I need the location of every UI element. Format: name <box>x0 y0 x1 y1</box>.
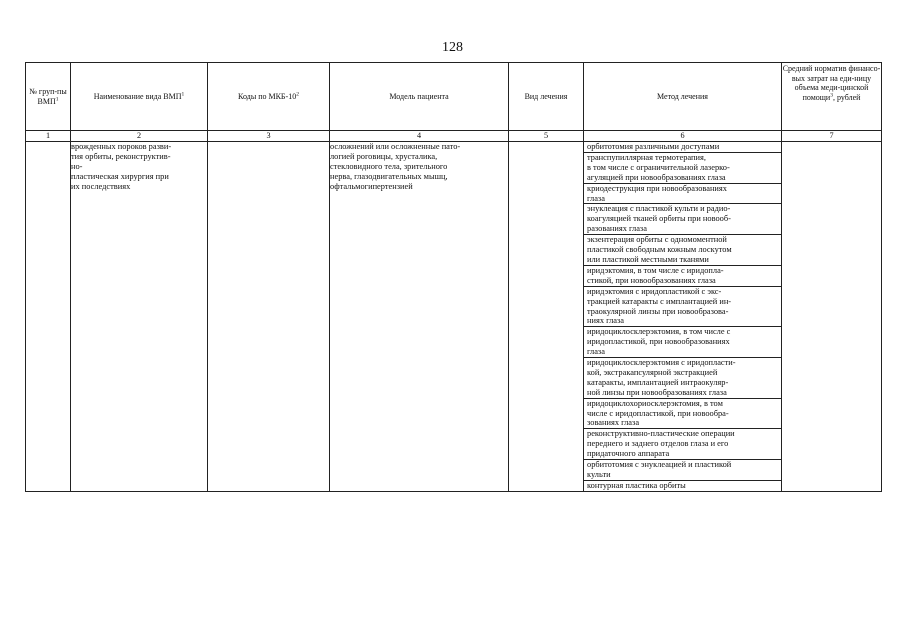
method-item <box>584 287 781 328</box>
vmp-name-line: но- <box>71 161 83 171</box>
method-line: в том числе с ограничительной лазерко- <box>587 162 730 172</box>
header-treatment-method: Метод лечения <box>584 63 782 131</box>
method-item <box>584 358 781 399</box>
method-line: контурная пластика орбиты <box>587 480 686 490</box>
method-line: или пластикой местными тканями <box>587 254 709 264</box>
treatment-method-cell <box>584 142 782 492</box>
column-number: 7 <box>782 131 882 142</box>
patient-model-line: стекловидного тела, зрительного <box>330 161 448 171</box>
method-line: транспупиллярная термотерапия, <box>587 152 706 162</box>
column-number: 2 <box>71 131 208 142</box>
vmp-name-line: их последствиях <box>71 181 131 191</box>
column-number: 4 <box>330 131 509 142</box>
method-line: энуклеация с пластикой культи и радио- <box>587 204 731 214</box>
method-line: переднего и заднего отделов глаза и его <box>587 439 729 449</box>
method-line: стикой, при новообразованиях глаза <box>587 275 716 285</box>
method-item <box>584 204 781 235</box>
method-line: иридоциклохориосклерэктомия, в том <box>587 398 723 408</box>
method-line: катаракты, имплантацией интраокуляр- <box>587 377 729 387</box>
method-line: коагуляцией тканей орбиты при новооб- <box>587 214 731 224</box>
header-icd-codes: Коды по МКБ-$10^2$ <box>208 63 330 131</box>
average-norm-cell <box>782 142 882 492</box>
method-line: глаза <box>587 347 605 357</box>
method-item <box>584 142 781 153</box>
method-item <box>584 399 781 430</box>
header-vmp-name: Наименование вида ВМП$^1$ <box>71 63 208 131</box>
method-line: числе с иридопластикой, при новообра- <box>587 408 729 418</box>
method-line: зованиях глаза <box>587 418 640 428</box>
header-average-norm: Средний норматив финансо-вых затрат на еди-ницу объема меди-цинской помощи$^3$, рублей <box>782 63 882 131</box>
method-line: орбитотомия различными доступами <box>587 142 720 151</box>
treatment-type-cell <box>509 142 584 492</box>
header-group: № груп-пы ВМП$^1$ <box>26 63 71 131</box>
method-item <box>584 481 781 491</box>
column-number: 1 <box>26 131 71 142</box>
patient-model-line: логией роговицы, хрусталика, <box>330 151 438 161</box>
column-number: 6 <box>584 131 782 142</box>
method-item <box>584 184 781 205</box>
method-item <box>584 235 781 266</box>
method-line: иридэктомия с иридопластикой с экс- <box>587 286 722 296</box>
method-line: ниях глаза <box>587 316 625 326</box>
header-patient-model: Модель пациента <box>330 63 509 131</box>
method-line: пластикой свободным кожным лоскутом <box>587 245 732 255</box>
method-line: реконструктивно-пластические операции <box>587 429 735 439</box>
method-item <box>584 429 781 460</box>
method-line: ной линзы при новообразованиях глаза <box>587 387 727 397</box>
method-line: иридоциклосклерэктомия, в том числе с <box>587 327 731 337</box>
vmp-name-cell <box>71 142 208 492</box>
patient-model-line: осложнений или осложненные пато- <box>330 142 461 151</box>
header-row <box>26 63 882 131</box>
method-line: криодеструкция при новообразованиях <box>587 183 727 193</box>
method-item <box>584 153 781 184</box>
method-item <box>584 460 781 481</box>
page-number: 128 <box>442 40 463 55</box>
column-number: 3 <box>208 131 330 142</box>
icd-codes-cell <box>208 142 330 492</box>
method-line: экзентерация орбиты с одномоментной <box>587 235 727 245</box>
method-item <box>584 266 781 287</box>
patient-model-line: офтальмогипертензией <box>330 181 413 191</box>
group-cell <box>26 142 71 492</box>
method-line: глаза <box>587 193 605 203</box>
method-line: разованиях глаза <box>587 224 647 234</box>
header-treatment-type: Вид лечения <box>509 63 584 131</box>
vmp-name-line: тия орбиты, реконструктив- <box>71 151 171 161</box>
method-line: иридоциклосклерэктомия с иридопласти- <box>587 358 736 368</box>
method-line: кой, экстракапсулярной экстракцией <box>587 367 718 377</box>
method-item <box>584 327 781 358</box>
vmp-name-line: врожденных пороков разви- <box>71 142 172 151</box>
method-line: иридопластикой, при новообразованиях <box>587 337 730 347</box>
method-line: агуляцией при новообразованиях глаза <box>587 172 726 182</box>
vmp-name-line: пластическая хирургия при <box>71 171 169 181</box>
data-row <box>26 142 882 492</box>
column-number: 5 <box>509 131 584 142</box>
patient-model-cell <box>330 142 509 492</box>
vmp-table <box>25 62 882 492</box>
method-line: орбитотомия с энуклеацией и пластикой <box>587 460 732 470</box>
column-number-row <box>26 131 882 142</box>
method-line: иридэктомия, в том числе с иридопла- <box>587 265 724 275</box>
method-line: тракцией катаракты с имплантацией ин- <box>587 296 732 306</box>
patient-model-line: нерва, глазодвигательных мышц, <box>330 171 448 181</box>
method-line: траокулярной линзы при новообразова- <box>587 306 729 316</box>
method-line: придаточного аппарата <box>587 449 670 459</box>
method-line: культи <box>587 470 611 479</box>
